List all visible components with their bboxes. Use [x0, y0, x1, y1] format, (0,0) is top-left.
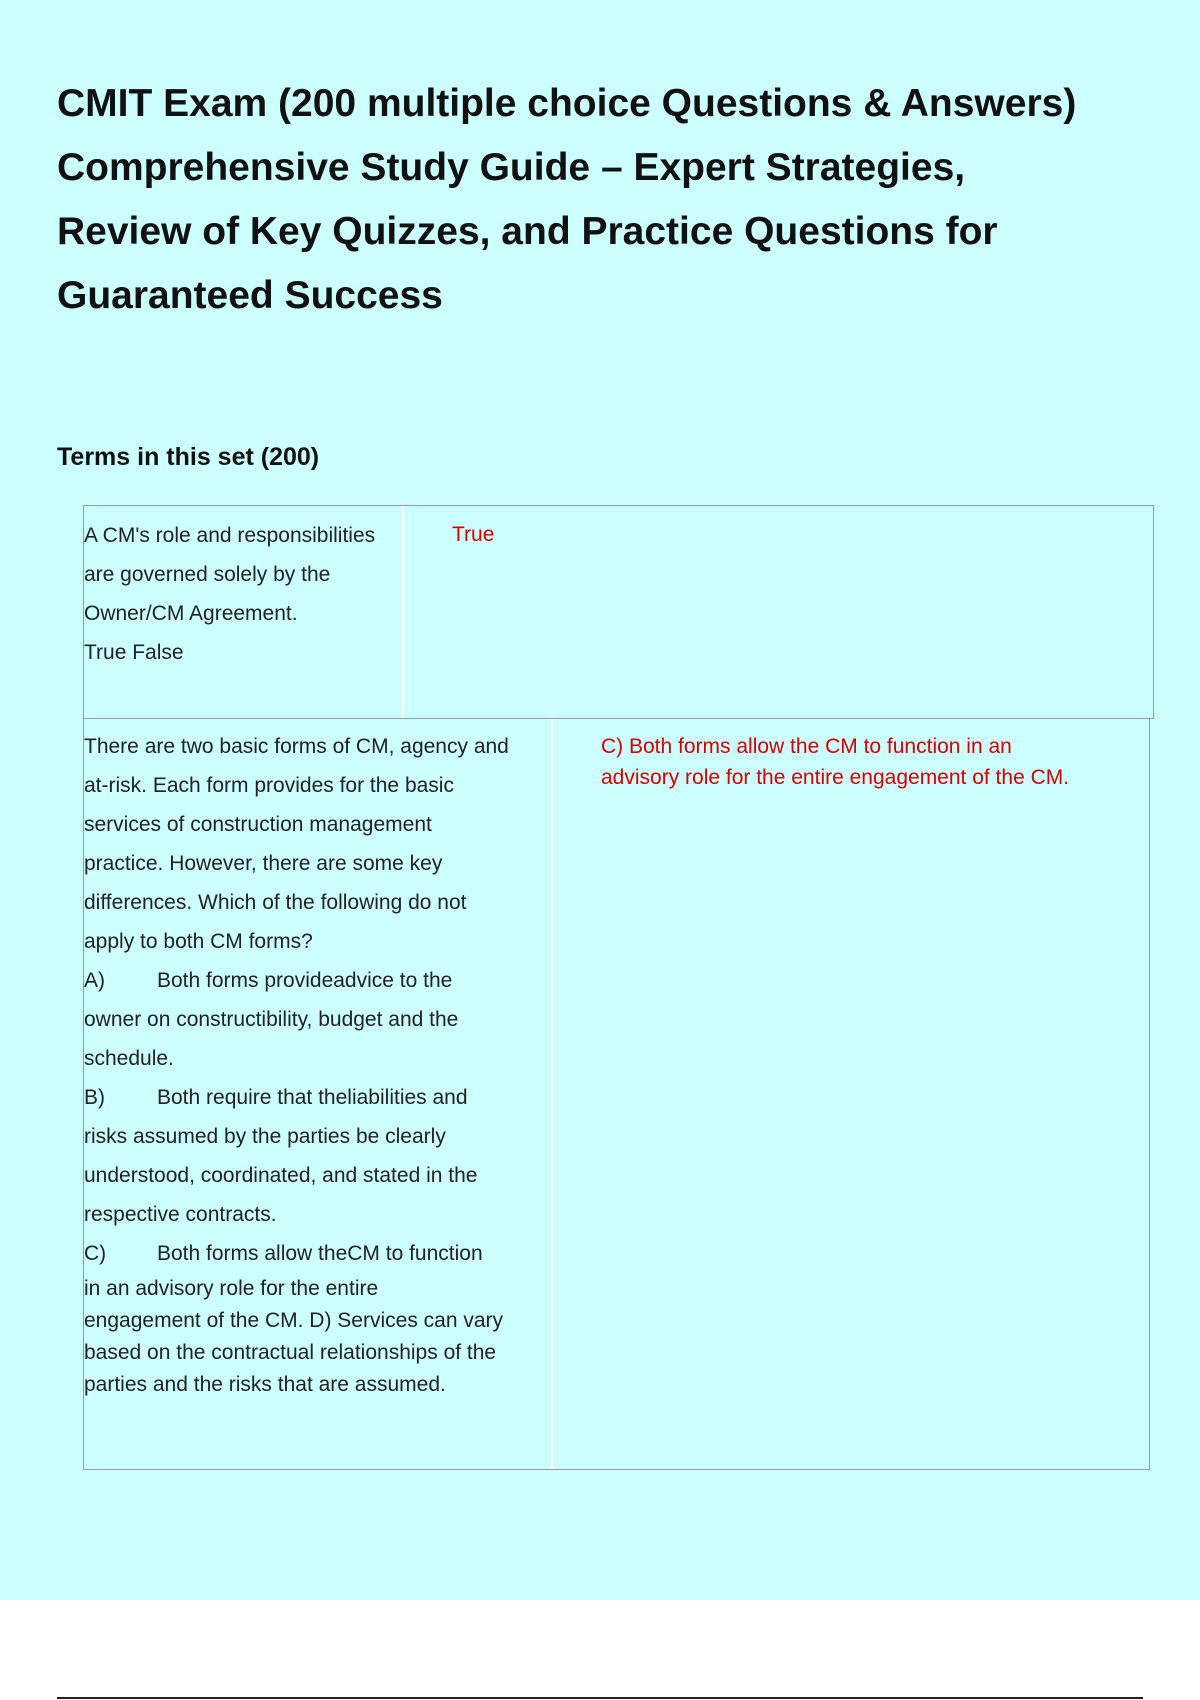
card-term — [84, 727, 549, 1401]
option-text-rest: owner on constructibility, budget and the schedule. — [84, 1008, 459, 1070]
card-definition: True — [452, 523, 495, 546]
option-text: Both forms allow theCM to function — [157, 1242, 483, 1265]
question-text: There are two basic forms of CM, agency and at-risk. Each form provides for the basic services of construction management practice. However, there are some key differences. Which of the following do not apply to both CM forms? — [84, 735, 509, 953]
option-text: Both forms provideadvice to the — [157, 969, 453, 992]
card-divider — [402, 506, 404, 718]
footer-rule — [57, 1697, 1143, 1699]
card-definition: C) Both forms allow the CM to function in an advisory role for the entire engagement of the CM. — [601, 735, 1070, 789]
card-term: A CM's role and responsibilities are governed solely by the Owner/CM Agreement. True False — [84, 524, 376, 664]
option-letter: B) — [84, 1086, 105, 1109]
option-b — [84, 1078, 549, 1234]
card-divider — [551, 719, 553, 1469]
flashcard-2 — [83, 718, 1150, 1470]
option-a — [84, 961, 549, 1078]
option-letter: A) — [84, 969, 105, 992]
option-letter: C) — [84, 1242, 107, 1265]
option-c — [84, 1234, 549, 1401]
option-text-rest: risks assumed by the parties be clearly understood, coordinated, and stated in the respective contracts. — [84, 1125, 478, 1226]
document-title: CMIT Exam (200 multiple choice Questions & Answers) Comprehensive Study Guide – Expert Strategies, Review of Key Quizzes, and Practice Questions for Guaranteed Success — [57, 82, 1077, 317]
option-text-rest: in an advisory role for the entire engagement of the CM. D) Services can vary based on the contractual relationships of the parties and the risks that are assumed. — [84, 1277, 504, 1396]
terms-heading: Terms in this set (200) — [57, 443, 320, 471]
flashcard-1 — [83, 505, 1154, 719]
option-text: Both require that theliabilities and — [157, 1086, 468, 1109]
